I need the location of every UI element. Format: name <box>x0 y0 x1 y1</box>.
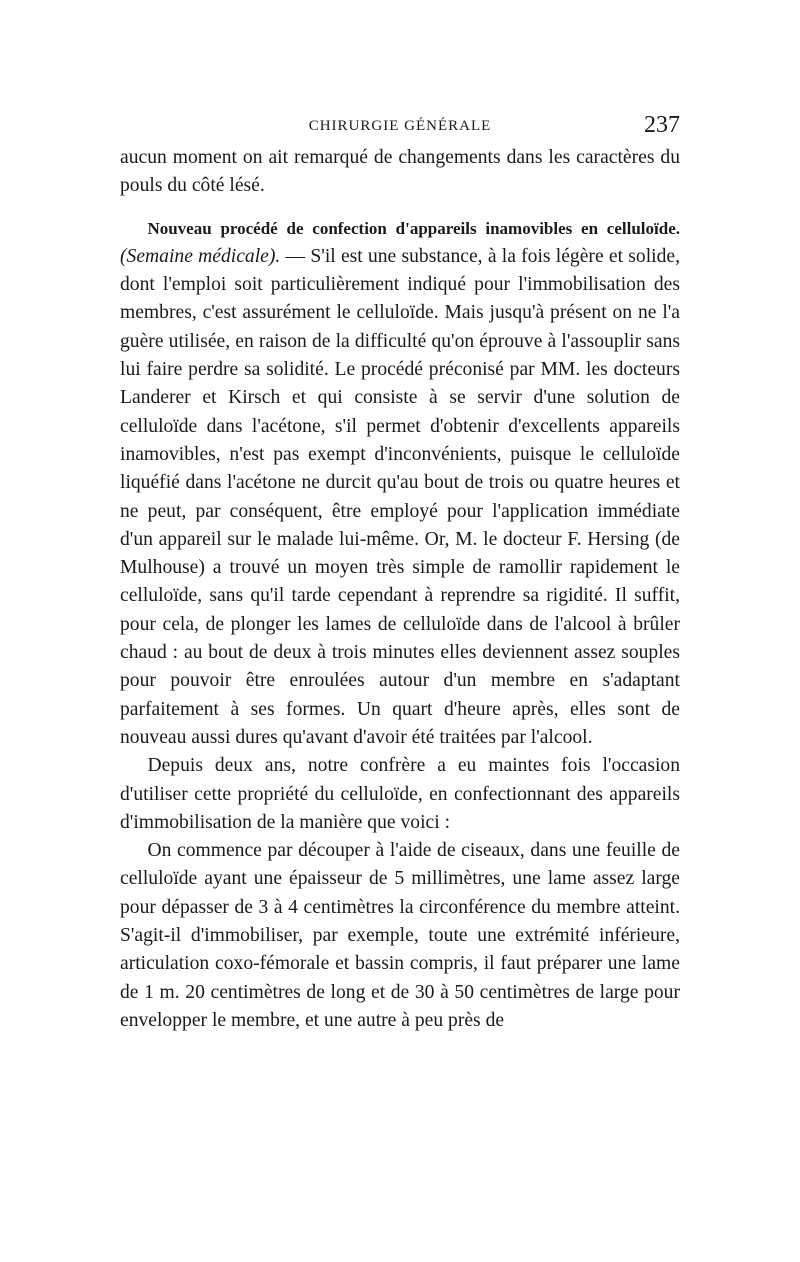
paragraph-continuation: aucun moment on ait remarqué de changements dans les caractères du pouls du côté lésé. <box>120 147 680 197</box>
paragraph-on-commence: On commence par découper à l'aide de ciseaux, dans une feuille de celluloïde ayant une épaisseur de 5 millimètres, une lame assez large pour dépasser de 3 à 4 centimètres la circonférence du membre atteint. S'agit-il d'immobiliser, par exemple, toute une extrémité inférieure, articulation coxo-fémorale et bassin compris, il faut préparer une lame de 1 m. 20 centimètres de long et de 30 à 50 centimètres de large pour envelopper le membre, et une autre à peu près de <box>120 840 680 1031</box>
running-title: CHIRURGIE GÉNÉRALE <box>308 118 492 134</box>
body-text <box>120 144 680 1035</box>
page-number: 237 <box>644 112 680 138</box>
book-page <box>120 112 680 1035</box>
running-head <box>120 112 680 142</box>
article-heading: Nouveau procédé de confection d'appareils inamovibles en celluloïde. <box>147 218 680 238</box>
article-source: (Semaine médicale). <box>120 245 281 267</box>
paragraph-article <box>120 215 680 753</box>
paragraph-depuis: Depuis deux ans, notre confrère a eu maintes fois l'occasion d'utiliser cette propriété du celluloïde, en confectionnant des appareils d'immobilisation de la manière que voici : <box>120 755 680 833</box>
article-body: — S'il est une substance, à la fois légère et solide, dont l'emploi soit particulièrement indiqué pour l'immobilisation des membres, c'est assurément le celluloïde. Mais jusqu'à présent on ne l'a guère utilisée, en raison de la difficulté qu'on éprouve à l'assouplir sans lui faire perdre sa solidité. Le procédé préconisé par MM. les docteurs Landerer et Kirsch et qui consiste à se servir d'une solution de celluloïde dans l'acétone, s'il permet d'obtenir d'excellents appareils inamovibles, n'est pas exempt d'inconvénients, puisque le celluloïde liquéfié dans l'acétone ne durcit qu'au bout de trois ou quatre heures et ne peut, par conséquent, être employé pour l'application immédiate d'un appareil sur le malade lui-même. Or, M. le docteur F. Hersing (de Mulhouse) a trouvé un moyen très simple de ramollir rapidement le celluloïde, sans qu'il tarde cependant à reprendre sa rigidité. Il suffit, pour cela, de plonger les lames de celluloïde dans de l'alcool à brûler chaud : au bout de deux à trois minutes elles deviennent assez souples pour pouvoir être enroulées autour d'un membre en s'adaptant parfaitement à ses formes. Un quart d'heure après, elles sont de nouveau aussi dures qu'avant d'avoir été traitées par l'alcool. <box>120 245 680 748</box>
